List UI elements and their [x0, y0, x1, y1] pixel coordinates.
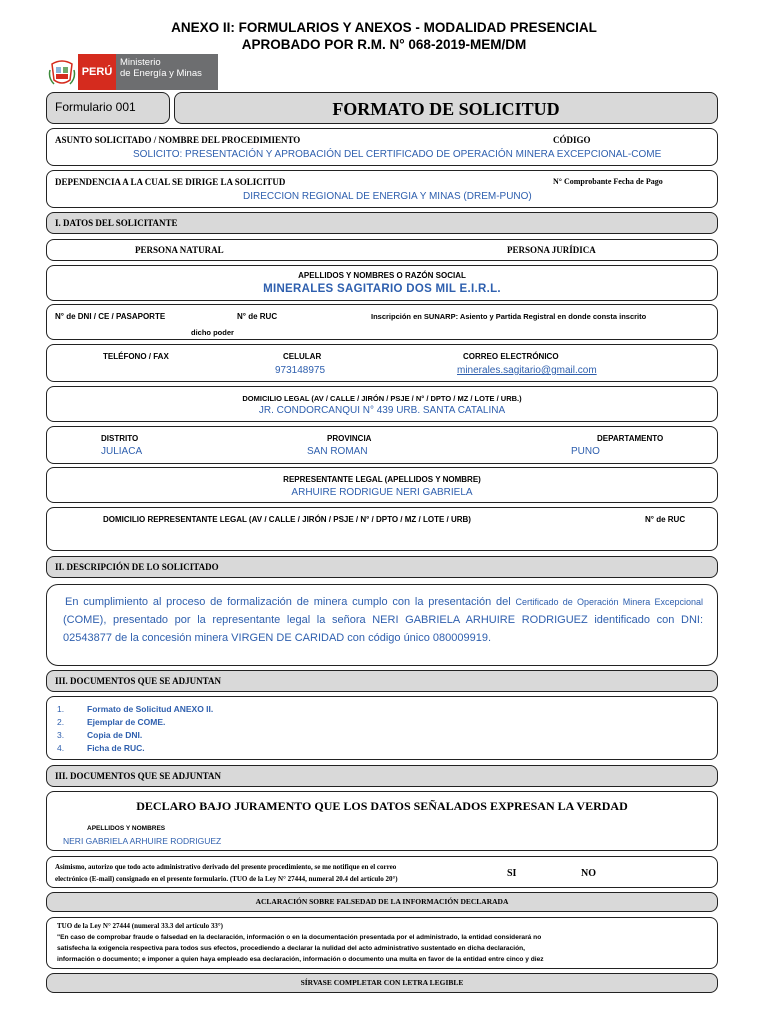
ruc-label: N° de RUC	[237, 312, 278, 321]
doc-item: Formato de Solicitud ANEXO II.	[87, 704, 214, 714]
distrito-value[interactable]: JULIACA	[101, 446, 143, 457]
notificacion-line1: Asimismo, autorizo que todo acto administrativo derivado del presente procedimiento, se me notifique en el correo	[55, 863, 397, 871]
sunarp-label-cont: dicho poder	[191, 328, 234, 337]
si-option[interactable]: SI	[507, 868, 517, 879]
description-text	[63, 593, 703, 647]
footer-bar	[46, 973, 718, 993]
persona-box	[46, 239, 718, 261]
ministry-logo	[46, 54, 218, 90]
domicilio-label: DOMICILIO LEGAL (AV / CALLE / JIRÓN / PSJE / N° / DPTO / MZ / LOTE / URB.)	[242, 394, 522, 403]
names-value[interactable]: NERI GABRIELA ARHUIRE RODRIGUEZ	[63, 836, 222, 846]
domicilio-value[interactable]: JR. CONDORCANQUI N° 439 URB. SANTA CATALINA	[258, 405, 506, 416]
no-option[interactable]: NO	[581, 868, 596, 879]
dom-rep-label: DOMICILIO REPRESENTANTE LEGAL (AV / CALLE / JIRÓN / PSJE / N° / DPTO / MZ / LOTE / URB)	[103, 515, 471, 524]
location-box	[46, 426, 718, 464]
contact-box	[46, 344, 718, 382]
provincia-value[interactable]: SAN ROMAN	[307, 446, 368, 457]
declaracion-box	[46, 791, 718, 851]
representante-label: REPRESENTANTE LEGAL (APELLIDOS Y NOMBRE)	[283, 475, 481, 484]
description-part3: (COME), presentado por la representante legal la señora NERI GABRIELA ARHUIRE RODRIGUEZ identificado con DNI: 02543877 de la concesión minera VIRGEN DE CARIDAD con código único 080009919.	[63, 614, 703, 644]
description-part2: Certificado de Operación Minera Excepcional	[515, 597, 703, 607]
section-3-header	[46, 670, 718, 692]
razon-social-value[interactable]: MINERALES SAGITARIO DOS MIL E.I.R.L.	[263, 283, 501, 295]
doc-number: 3.	[57, 730, 65, 740]
representante-box	[46, 467, 718, 503]
provincia-label: PROVINCIA	[327, 434, 372, 443]
section-3b-title: III. DOCUMENTOS QUE SE ADJUNTAN	[55, 771, 221, 781]
ministry-name	[116, 54, 218, 90]
description-box[interactable]	[46, 584, 718, 666]
notificacion-text	[55, 861, 398, 885]
cell-label: CELULAR	[283, 352, 322, 361]
section-3-title: III. DOCUMENTOS QUE SE ADJUNTAN	[55, 676, 221, 686]
email-value[interactable]: minerales.sagitario@gmail.com	[457, 365, 597, 376]
coat-of-arms-icon	[46, 54, 78, 90]
tuo-line3: información o documento; e imponer a quien haya empleado esa declaración, información o documento una multa en favor de la entidad entre cinco y diez	[57, 956, 544, 963]
codigo-label: CÓDIGO	[553, 135, 591, 145]
ministry-line1: Ministerio	[120, 57, 161, 68]
representante-value[interactable]: ARHUIRE RODRIGUE NERI GABRIELA	[291, 487, 473, 498]
sunarp-label: Inscripción en SUNARP: Asiento y Partida Registral en donde consta inscrito	[371, 312, 647, 321]
form-number: Formulario 001	[55, 100, 136, 114]
description-part1: En cumplimiento al proceso de formalización de minera cumplo con la presentación del	[65, 596, 516, 608]
persona-juridica-option[interactable]: PERSONA JURÍDICA	[507, 245, 596, 255]
persona-natural-option[interactable]: PERSONA NATURAL	[135, 245, 224, 255]
form-title: FORMATO DE SOLICITUD	[332, 99, 560, 119]
doc-item: Copia de DNI.	[87, 730, 143, 740]
razon-social-box	[46, 265, 718, 301]
doc-number: 1.	[57, 704, 65, 714]
dom-rep-ruc-label: N° de RUC	[645, 515, 686, 524]
names-label: APELLIDOS Y NOMBRES	[87, 825, 166, 832]
distrito-label: DISTRITO	[101, 434, 139, 443]
notificacion-box	[46, 856, 718, 888]
payment-label: N° Comprobante Fecha de Pago	[553, 177, 663, 186]
asunto-value[interactable]: SOLICITO: PRESENTACIÓN Y APROBACIÓN DEL CERTIFICADO DE OPERACIÓN MINERA EXCEPCIONAL-COME	[133, 149, 662, 160]
departamento-label: DEPARTAMENTO	[597, 434, 664, 443]
section-2-title: II. DESCRIPCIÓN DE LO SOLICITADO	[55, 562, 219, 572]
doc-number: 2.	[57, 717, 65, 727]
dependencia-label: DEPENDENCIA A LA CUAL SE DIRIGE LA SOLICITUD	[55, 177, 286, 187]
notificacion-line2: electrónico (E-mail) consignado en el presente formulario. (TUO de la Ley N° 27444, numeral 20.4 del artículo 20°)	[55, 875, 398, 883]
doc-number: 4.	[57, 743, 65, 753]
section-3b-header	[46, 765, 718, 787]
tuo-line2: satisfecha la exigencia respectiva para todos sus efectos, procediendo a declarar la nulidad del acto administrativo sustentado en dicha declaración,	[57, 945, 525, 952]
domicilio-box	[46, 386, 718, 422]
aclaracion-title: ACLARACIÓN SOBRE FALSEDAD DE LA INFORMACIÓN DECLARADA	[255, 897, 509, 906]
phone-label: TELÉFONO / FAX	[103, 352, 169, 361]
peru-label: PERÚ	[78, 54, 116, 90]
asunto-label: ASUNTO SOLICITADO / NOMBRE DEL PROCEDIMIENTO	[55, 135, 301, 145]
section-1-header	[46, 212, 718, 234]
section-1-title: I. DATOS DEL SOLICITANTE	[55, 218, 178, 228]
razon-social-label: APELLIDOS Y NOMBRES O RAZÓN SOCIAL	[298, 271, 466, 280]
form-number-box	[46, 92, 170, 124]
tuo-line1: "En caso de comprobar fraude o falsedad en la declaración, información o en la documentación presentada por el administrado, la entidad considerará no	[57, 934, 542, 941]
tuo-box	[46, 917, 718, 969]
footer-text: SÍRVASE COMPLETAR CON LETRA LEGIBLE	[300, 978, 464, 987]
section-2-header	[46, 556, 718, 578]
aclaracion-header	[46, 892, 718, 912]
declaracion-title: DECLARO BAJO JURAMENTO QUE LOS DATOS SEÑALADOS EXPRESAN LA VERDAD	[136, 799, 628, 813]
documents-box	[46, 696, 718, 760]
doc-item: Ejemplar de COME.	[87, 717, 166, 727]
dependencia-value[interactable]: DIRECCION REGIONAL DE ENERGIA Y MINAS (DREM-PUNO)	[243, 191, 532, 202]
tuo-text	[57, 932, 711, 965]
email-label: CORREO ELECTRÓNICO	[463, 352, 559, 361]
departamento-value[interactable]: PUNO	[571, 446, 600, 457]
annex-title: ANEXO II: FORMULARIOS Y ANEXOS - MODALIDAD PRESENCIAL	[171, 20, 597, 35]
approval-title: APROBADO POR R.M. N° 068-2019-MEM/DM	[241, 37, 527, 52]
dependencia-box	[46, 170, 718, 208]
ministry-line2: de Energía y Minas	[120, 68, 202, 79]
form-title-box	[174, 92, 718, 124]
tuo-title: TUO de la Ley N° 27444 (numeral 33.3 del artículo 33°)	[57, 922, 224, 930]
dni-label: N° de DNI / CE / PASAPORTE	[55, 312, 166, 321]
doc-item: Ficha de RUC.	[87, 743, 145, 753]
dom-rep-box	[46, 507, 718, 551]
asunto-box	[46, 128, 718, 166]
cell-value[interactable]: 973148975	[275, 365, 326, 376]
ids-box	[46, 304, 718, 340]
